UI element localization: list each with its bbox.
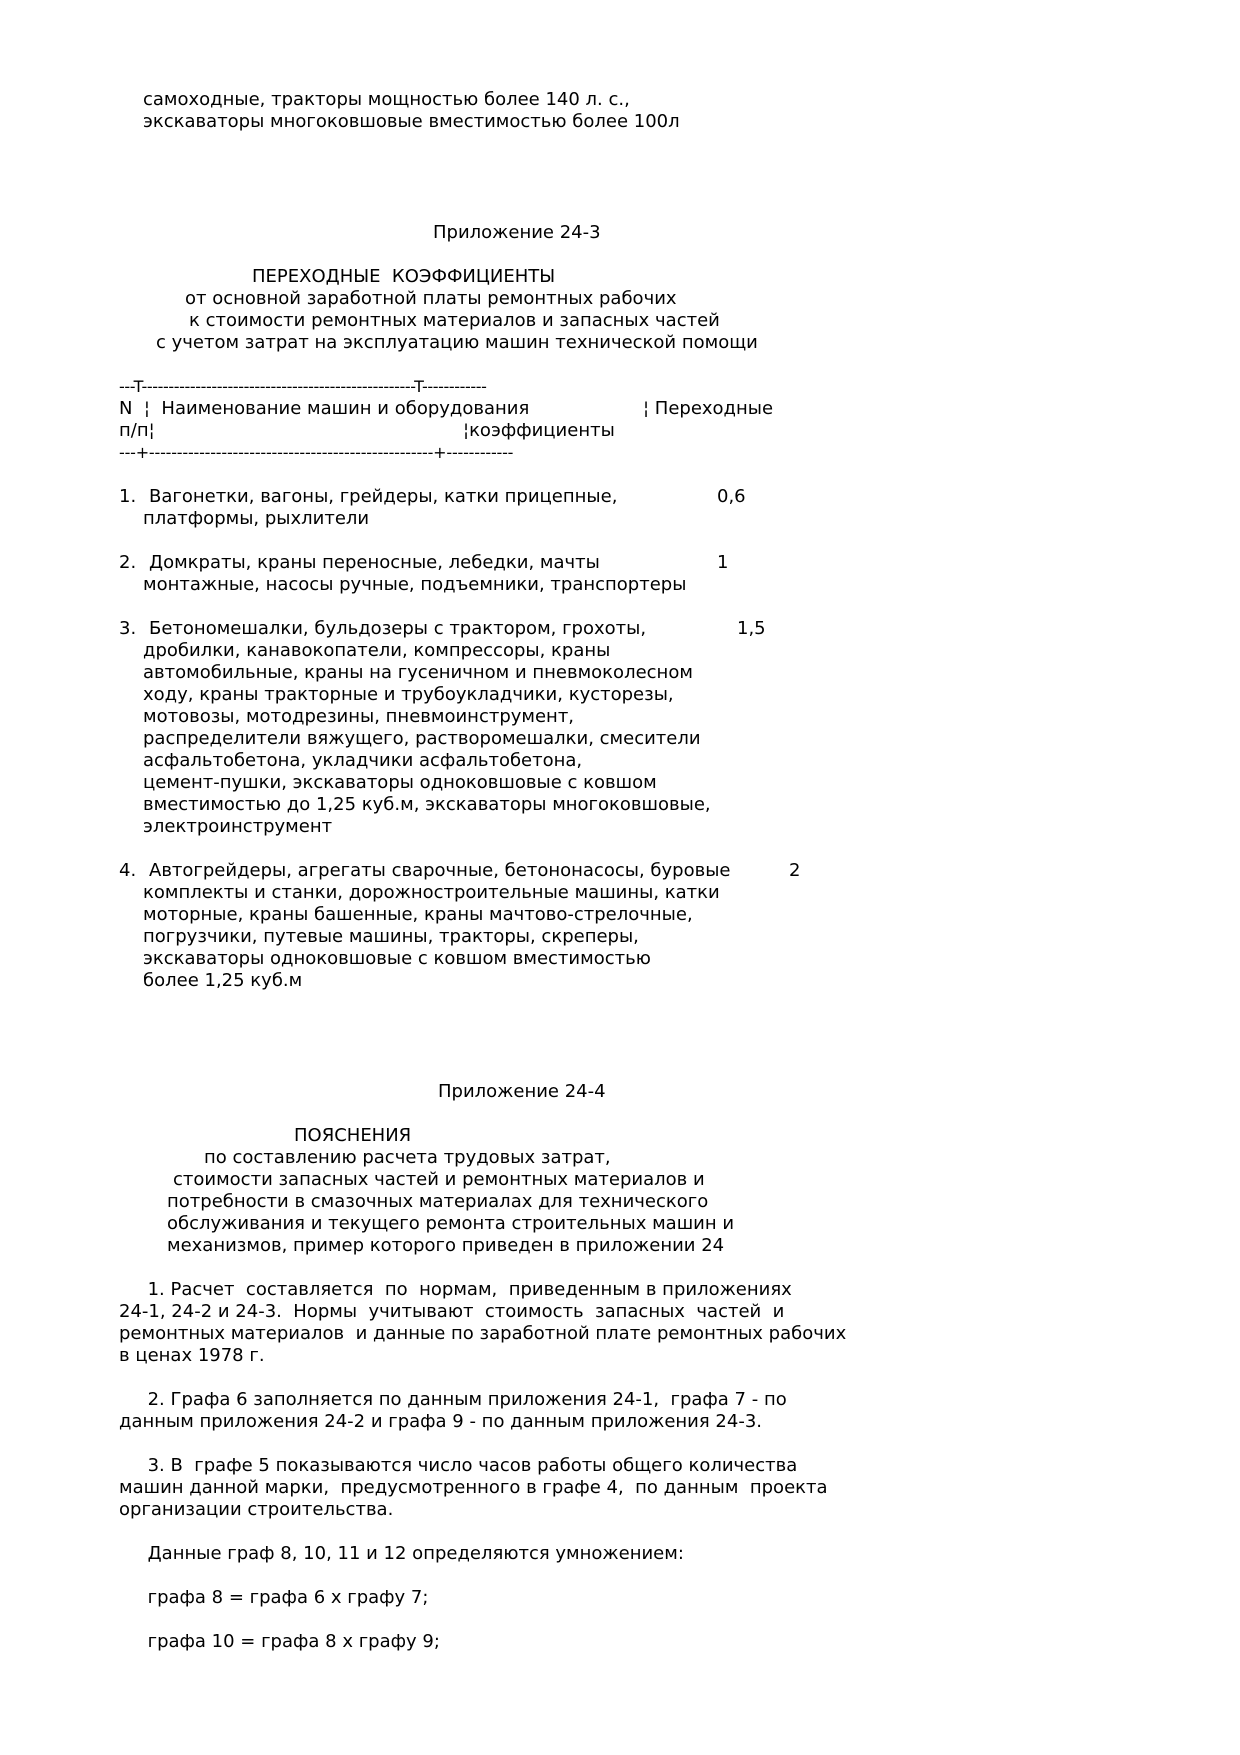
appendix-4-subtitle-2: стоимости запасных частей и ремонтных материалов и [173, 1169, 705, 1190]
table-row-3-text-2: дробилки, канавокопатели, компрессоры, краны [143, 640, 611, 661]
table-rule-top: ---T---------------------------------------------------T------------ [119, 377, 487, 396]
table-header-number: п/п¦ [119, 420, 155, 441]
table-row-1-number: 1. [119, 486, 137, 507]
table-row-3-text-5: мотовозы, мотодрезины, пневмоинструмент, [143, 706, 575, 727]
table-row-4-text-6: более 1,25 куб.м [143, 970, 303, 991]
appendix-3-subtitle-2: к стоимости ремонтных материалов и запасных частей [189, 310, 720, 331]
appendix-3-label: Приложение 24-3 [433, 222, 601, 243]
appendix-4-title: ПОЯСНЕНИЯ [294, 1125, 412, 1146]
table-row-1-coefficient: 0,6 [717, 486, 746, 507]
table-header-coef-2: ¦коэффициенты [463, 420, 615, 441]
appendix-3-title: ПЕРЕХОДНЫЕ КОЭФФИЦИЕНТЫ [252, 266, 556, 287]
table-header-coef-1: ¦ Переходные [643, 398, 774, 419]
table-row-3-coefficient: 1,5 [737, 618, 766, 639]
table-row-4-text-5: экскаваторы одноковшовые с ковшом вместимостью [143, 948, 651, 969]
appendix-3-subtitle-3: с учетом затрат на эксплуатацию машин технической помощи [156, 332, 758, 353]
paragraph-3-line-1: 3. В графе 5 показываются число часов работы общего количества [119, 1455, 798, 1476]
table-row-3-number: 3. [119, 618, 137, 639]
formula-column-8: графа 8 = графа 6 х графу 7; [119, 1587, 429, 1608]
appendix-4-label: Приложение 24-4 [438, 1081, 606, 1102]
table-rule-mid: ---+---------------------------------------------------+------------ [119, 443, 514, 462]
table-row-3-text-10: электроинструмент [143, 816, 333, 837]
paragraph-1-line-2: 24-1, 24-2 и 24-3. Нормы учитывают стоимость запасных частей и [119, 1301, 785, 1322]
table-row-3-text-7: асфальтобетона, укладчики асфальтобетона, [143, 750, 583, 771]
paragraph-1-line-3: ремонтных материалов и данные по заработной плате ремонтных рабочих [119, 1323, 847, 1344]
table-row-2-text-1: Домкраты, краны переносные, лебедки, мачты [149, 552, 600, 573]
table-row-4-text-4: погрузчики, путевые машины, тракторы, скреперы, [143, 926, 639, 947]
table-row-3-text-3: автомобильные, краны на гусеничном и пневмоколесном [143, 662, 693, 683]
appendix-3-subtitle-1: от основной заработной платы ремонтных рабочих [185, 288, 677, 309]
paragraph-3-line-3: организации строительства. [119, 1499, 394, 1520]
paragraph-4-line-1: Данные граф 8, 10, 11 и 12 определяются умножением: [119, 1543, 684, 1564]
appendix-4-subtitle-4: обслуживания и текущего ремонта строительных машин и [167, 1213, 735, 1234]
table-row-3-text-4: ходу, краны тракторные и трубоукладчики, кусторезы, [143, 684, 674, 705]
table-row-1-text-2: платформы, рыхлители [143, 508, 370, 529]
paragraph-1-line-4: в ценах 1978 г. [119, 1345, 265, 1366]
table-row-3-text-8: цемент-пушки, экскаваторы одноковшовые с ковшом [143, 772, 657, 793]
table-row-2-coefficient: 1 [717, 552, 729, 573]
table-row-4-number: 4. [119, 860, 137, 881]
intro-line-2: экскаваторы многоковшовые вместимостью более 100л [143, 111, 680, 132]
table-row-4-text-3: моторные, краны башенные, краны мачтово-стрелочные, [143, 904, 693, 925]
appendix-4-subtitle-3: потребности в смазочных материалах для технического [167, 1191, 709, 1212]
paragraph-1-line-1: 1. Расчет составляется по нормам, приведенным в приложениях [119, 1279, 792, 1300]
table-row-4-text-2: комплекты и станки, дорожностроительные машины, катки [143, 882, 720, 903]
table-row-4-text-1: Автогрейдеры, агрегаты сварочные, бетононасосы, буровые [149, 860, 731, 881]
appendix-4-subtitle-1: по составлению расчета трудовых затрат, [204, 1147, 611, 1168]
table-row-3-text-6: распределители вяжущего, растворомешалки, смесители [143, 728, 701, 749]
table-header-name: N ¦ Наименование машин и оборудования [119, 398, 530, 419]
formula-column-10: графа 10 = графа 8 х графу 9; [119, 1631, 440, 1652]
paragraph-2-line-2: данным приложения 24-2 и графа 9 - по данным приложения 24-3. [119, 1411, 762, 1432]
appendix-4-subtitle-5: механизмов, пример которого приведен в приложении 24 [167, 1235, 725, 1256]
paragraph-2-line-1: 2. Графа 6 заполняется по данным приложения 24-1, графа 7 - по [119, 1389, 787, 1410]
table-row-2-text-2: монтажные, насосы ручные, подъемники, транспортеры [143, 574, 687, 595]
table-row-4-coefficient: 2 [789, 860, 801, 881]
table-row-3-text-1: Бетономешалки, бульдозеры с трактором, грохоты, [149, 618, 647, 639]
table-row-3-text-9: вместимостью до 1,25 куб.м, экскаваторы многоковшовые, [143, 794, 711, 815]
intro-line-1: самоходные, тракторы мощностью более 140 л. с., [143, 89, 630, 110]
paragraph-3-line-2: машин данной марки, предусмотренного в графе 4, по данным проекта [119, 1477, 828, 1498]
table-row-1-text-1: Вагонетки, вагоны, грейдеры, катки прицепные, [149, 486, 618, 507]
table-row-2-number: 2. [119, 552, 137, 573]
